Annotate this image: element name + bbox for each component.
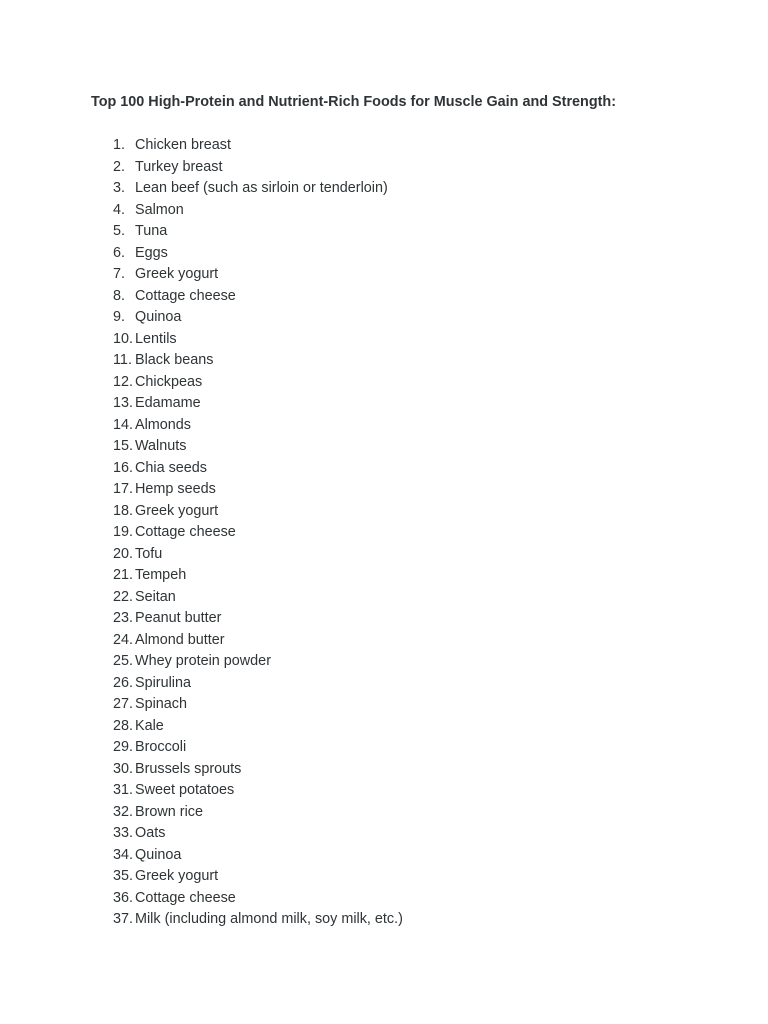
list-item-number: 17.	[113, 481, 134, 497]
list-item	[113, 415, 673, 437]
list-item	[113, 802, 673, 824]
list-item	[113, 587, 673, 609]
list-item-number: 29.	[113, 739, 134, 755]
list-item	[113, 780, 673, 802]
list-item	[113, 544, 673, 566]
list-item-text: Salmon	[135, 201, 184, 218]
list-item-text: Lentils	[135, 330, 177, 347]
list-item-number: 26.	[113, 674, 134, 691]
list-item	[113, 436, 673, 458]
list-item-text: Whey protein powder	[135, 653, 271, 669]
list-item-number: 8.	[113, 287, 126, 304]
list-item-text: Black beans	[135, 352, 214, 368]
list-item-number: 11.	[113, 352, 132, 368]
list-item-number: 9.	[113, 309, 126, 325]
list-item-text: Hemp seeds	[135, 481, 216, 497]
list-item	[113, 178, 673, 200]
list-item-text: Greek yogurt	[135, 266, 219, 282]
list-item-text: Spinach	[135, 696, 188, 712]
list-item-number: 13.	[113, 395, 134, 411]
list-item-text: Brown rice	[135, 803, 203, 820]
list-item	[113, 221, 673, 243]
list-item-text: Cottage cheese	[135, 889, 236, 906]
list-item	[113, 608, 673, 630]
list-item	[113, 522, 673, 544]
list-item-text: Almond butter	[135, 631, 225, 648]
list-item-number: 15.	[113, 438, 134, 454]
list-item-number: 23.	[113, 610, 134, 626]
list-item	[113, 458, 673, 480]
list-item	[113, 372, 673, 394]
list-item-text: Tofu	[135, 545, 163, 562]
document-title: Top 100 High-Protein and Nutrient-Rich Foods for Muscle Gain and Strength:	[91, 94, 617, 110]
food-list	[113, 135, 673, 931]
list-item-text: Quinoa	[135, 846, 182, 863]
list-item-text: Brussels sprouts	[135, 760, 242, 777]
list-item-number: 2.	[113, 158, 126, 175]
list-item	[113, 909, 673, 931]
list-item-text: Chia seeds	[135, 459, 207, 476]
list-item-number: 32.	[113, 803, 134, 820]
list-item	[113, 737, 673, 759]
list-item	[113, 286, 673, 308]
list-item-number: 33.	[113, 825, 134, 841]
list-item	[113, 307, 673, 329]
list-item	[113, 157, 673, 179]
list-item	[113, 200, 673, 222]
list-item	[113, 694, 673, 716]
list-item-number: 10.	[113, 330, 134, 347]
list-item	[113, 673, 673, 695]
list-item-number: 1.	[113, 137, 126, 153]
list-item-text: Seitan	[135, 588, 176, 605]
list-item-text: Eggs	[135, 244, 168, 261]
list-item-text: Cottage cheese	[135, 287, 236, 304]
list-item-number: 28.	[113, 717, 134, 734]
list-item-text: Sweet potatoes	[135, 782, 235, 798]
list-item-text: Tuna	[135, 223, 168, 239]
list-item-number: 12.	[113, 373, 134, 390]
list-item	[113, 501, 673, 523]
list-item-text: Kale	[135, 717, 164, 734]
list-item-text: Greek yogurt	[135, 502, 219, 519]
list-item-number: 6.	[113, 244, 126, 261]
list-item	[113, 329, 673, 351]
list-item-text: Greek yogurt	[135, 868, 219, 884]
list-item-number: 31.	[113, 782, 134, 798]
list-item	[113, 565, 673, 587]
list-item	[113, 845, 673, 867]
list-item-text: Peanut butter	[135, 610, 222, 626]
list-item	[113, 350, 673, 372]
list-item-text: Spirulina	[135, 674, 191, 691]
list-item-text: Chicken breast	[135, 137, 231, 153]
list-item-number: 30.	[113, 760, 134, 777]
list-item-text: Cottage cheese	[135, 524, 236, 540]
list-item-text: Oats	[135, 825, 166, 841]
list-item-text: Quinoa	[135, 309, 182, 325]
list-item-number: 37.	[113, 911, 134, 927]
list-item-text: Almonds	[135, 416, 191, 433]
list-item-text: Milk (including almond milk, soy milk, etc.)	[135, 911, 403, 927]
list-item	[113, 866, 673, 888]
list-item-number: 21.	[113, 567, 134, 583]
list-item	[113, 823, 673, 845]
list-item-number: 36.	[113, 889, 134, 906]
list-item-number: 18.	[113, 502, 134, 519]
list-item-number: 14.	[113, 416, 134, 433]
list-item-number: 19.	[113, 524, 134, 540]
list-item-number: 4.	[113, 201, 126, 218]
list-item-number: 27.	[113, 696, 134, 712]
list-item-number: 16.	[113, 459, 134, 476]
list-item-text: Broccoli	[135, 739, 187, 755]
list-item-number: 35.	[113, 868, 134, 884]
list-item-number: 3.	[113, 180, 126, 196]
list-item-text: Lean beef (such as sirloin or tenderloin)	[135, 180, 388, 196]
list-item-text: Chickpeas	[135, 373, 203, 390]
list-item-number: 7.	[113, 266, 126, 282]
list-item-text: Turkey breast	[135, 158, 223, 175]
list-item-number: 5.	[113, 223, 126, 239]
list-item-number: 22.	[113, 588, 134, 605]
list-item-text: Edamame	[135, 395, 201, 411]
list-item	[113, 243, 673, 265]
list-item-text: Walnuts	[135, 438, 187, 454]
list-item-number: 34.	[113, 846, 134, 863]
list-item-text: Tempeh	[135, 567, 187, 583]
list-item	[113, 716, 673, 738]
list-item-number: 20.	[113, 545, 134, 562]
list-item	[113, 264, 673, 286]
list-item-number: 24.	[113, 631, 134, 648]
list-item	[113, 479, 673, 501]
list-item	[113, 888, 673, 910]
list-item	[113, 135, 673, 157]
list-item	[113, 651, 673, 673]
list-item	[113, 393, 673, 415]
list-item-number: 25.	[113, 653, 134, 669]
list-item	[113, 630, 673, 652]
list-item	[113, 759, 673, 781]
